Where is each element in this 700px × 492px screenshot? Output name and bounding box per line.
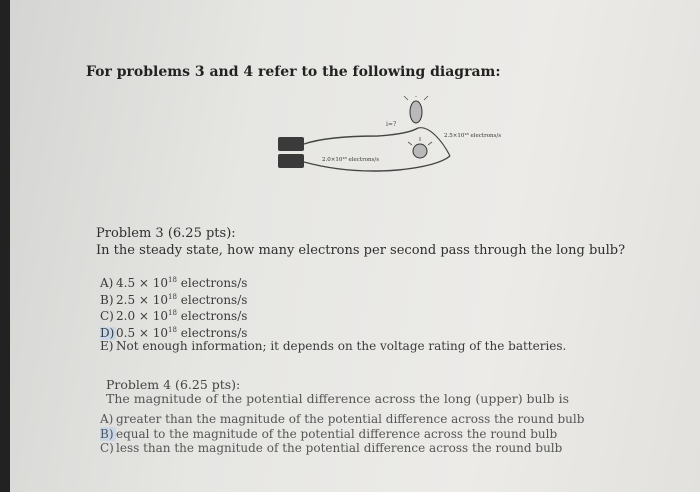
problem4-choice-c[interactable]: C) less than the magnitude of the potential difference across the round bulb: [100, 441, 563, 455]
problem3-choices: [100, 274, 566, 354]
problem4-question: The magnitude of the potential difference across the long (upper) bulb is: [106, 391, 569, 406]
section-title: For problems 3 and 4 refer to the following diagram:: [86, 64, 501, 80]
round-bulb: [413, 144, 427, 158]
diagram-label-wire: 2.0×10¹⁸ electrons/s: [322, 157, 380, 163]
problem3-choice-a[interactable]: A) $4.5 \times 10^{18}$ electrons/s: [100, 276, 248, 290]
battery-bottom: [278, 154, 304, 168]
problem4-choice-a[interactable]: A) greater than the magnitude of the potential difference across the round bulb: [100, 412, 585, 426]
left-edge-bar: [0, 0, 10, 492]
problem3-choice-b[interactable]: B) $2.5 \times 10^{18}$ electrons/s: [100, 292, 248, 307]
problem3-heading: Problem 3 (6.25 pts):: [96, 226, 236, 241]
long-bulb: [410, 101, 422, 123]
problem3-choice-e[interactable]: E) Not enough information; it depends on the voltage rating of the batteries.: [100, 339, 567, 353]
diagram-label-current: i=?: [386, 121, 397, 128]
wire-upper: [304, 128, 418, 144]
worksheet-page: [10, 0, 700, 492]
circuit-diagram: [268, 96, 528, 186]
problem4-heading: Problem 4 (6.25 pts):: [106, 377, 241, 392]
battery-top: [278, 137, 304, 151]
problem3-choice-c[interactable]: C) $2.0 \times 10^{18}$ electrons/s: [100, 309, 248, 323]
problem4-choice-b[interactable]: B) equal to the magnitude of the potential difference across the round bulb: [100, 426, 558, 441]
problem3-choice-d[interactable]: D) $0.5 \times 10^{18}$ electrons/s: [100, 325, 248, 340]
problem4-choices: [100, 412, 584, 456]
diagram-label-right: 2.5×10¹⁸ electrons/s: [444, 133, 502, 139]
problem3-question: In the steady state, how many electrons per second pass through the long bulb?: [96, 243, 626, 258]
long-bulb-rays: [404, 96, 428, 100]
